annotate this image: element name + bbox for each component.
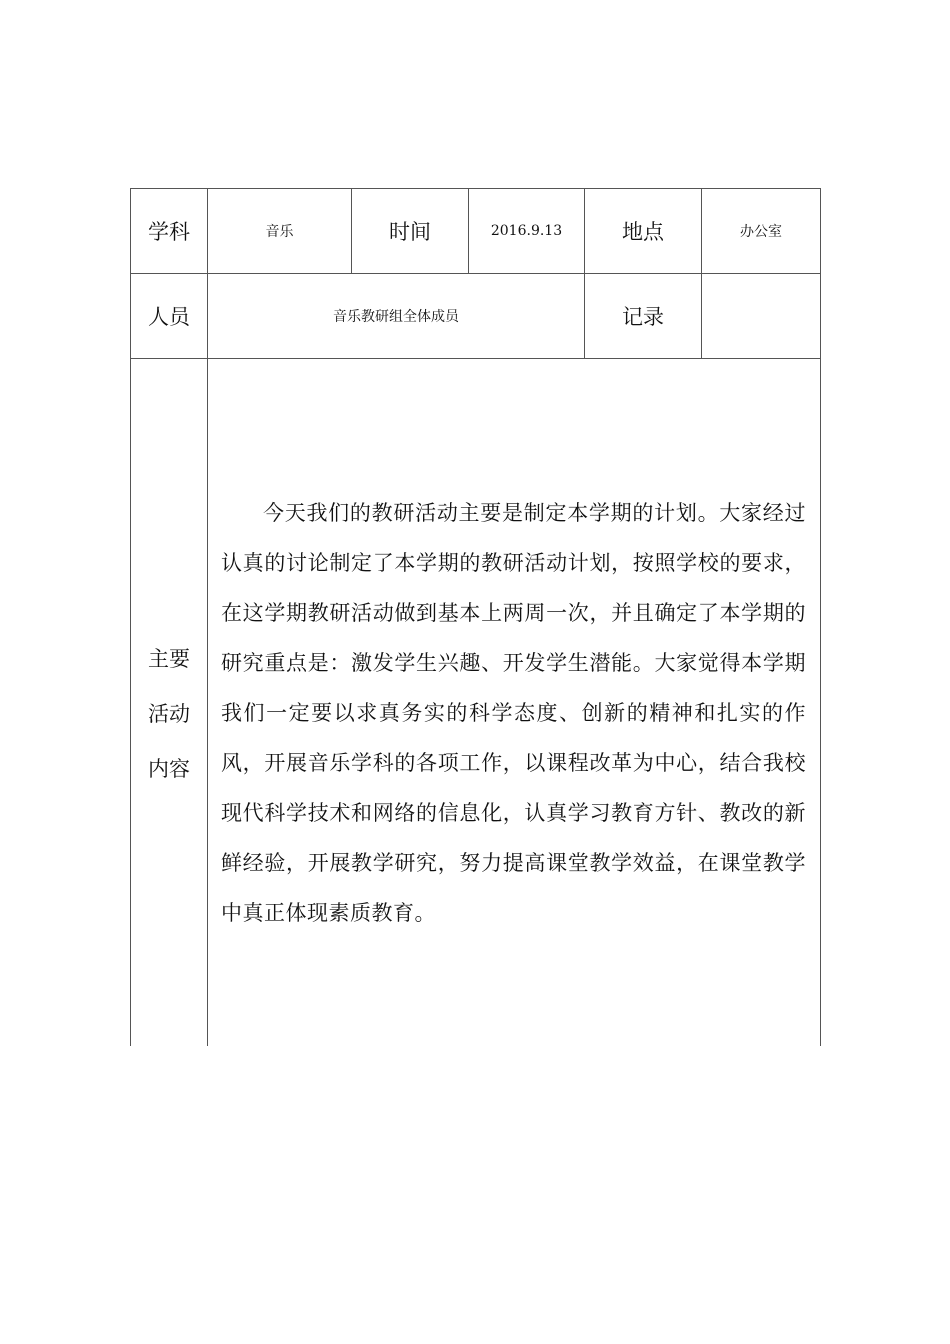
time-value: 2016.9.13 [490,223,563,239]
people-value: 音乐教研组全体成员 [333,309,459,325]
time-label: 时间 [389,220,431,244]
table-border-right [820,188,821,1046]
record-value [702,274,820,358]
label-line-3: 内容 [148,757,190,781]
place-value: 办公室 [740,224,782,240]
row-divider-2 [130,358,821,359]
main-activity-label [131,632,207,797]
activity-content-paragraph: 今天我们的教研活动主要是制定本学期的计划。大家经过认真的讨论制定了本学期的教研活动计划，按照学校的要求，在这学期教研活动做到基本上两周一次，并且确定了本学期的研究重点是：激发学生兴趣、开发学生潜能。大家觉得本学期我们一定要以求真务实的科学态度、创新的精神和扎实的作风，开展音乐学科的各项工作，以课程改革为中心，结合我校现代科学技术和网络的信息化，认真学习教育方针、教改的新鲜经验，开展教学研究，努力提高课堂教学效益，在课堂教学中真正体现素质教育。 [221,501,806,925]
subject-label: 学科 [148,220,190,244]
label-line-2: 活动 [148,702,190,726]
people-label: 人员 [148,305,190,329]
subject-value: 音乐 [265,224,294,240]
label-line-1: 主要 [148,647,190,671]
place-label: 地点 [622,220,664,244]
record-label: 记录 [622,305,664,329]
